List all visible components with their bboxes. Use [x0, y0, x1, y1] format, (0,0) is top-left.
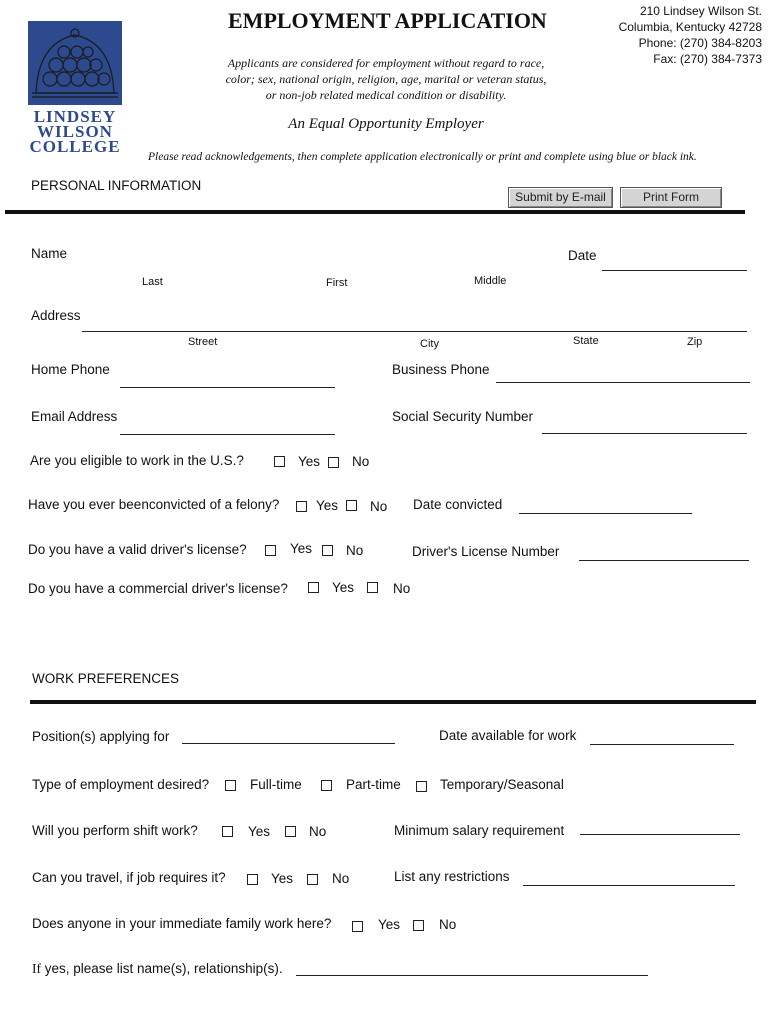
restrictions-label: List any restrictions	[394, 869, 510, 884]
ssn-label: Social Security Number	[392, 409, 534, 424]
felony-no-label: No	[370, 499, 388, 514]
family-question: Does anyone in your immediate family work here?	[32, 916, 332, 931]
part-time-checkbox[interactable]	[321, 780, 332, 791]
if-yes-text: yes, please list name(s), relationship(s).	[41, 961, 283, 976]
travel-no-label: No	[332, 871, 350, 886]
cdl-yes-label: Yes	[332, 580, 355, 595]
logo-line-2: WILSON	[37, 122, 113, 141]
disclaimer-line-3: or non-job related medical condition or disability.	[265, 88, 507, 102]
license-number-label: Driver's License Number	[412, 544, 560, 559]
travel-yes-label: Yes	[271, 871, 294, 886]
family-details-field[interactable]	[296, 975, 648, 976]
address-street: 210 Lindsey Wilson St.	[639, 4, 762, 18]
name-sub-middle: Middle	[474, 275, 507, 287]
email-field[interactable]	[120, 434, 335, 435]
temporary-checkbox[interactable]	[416, 781, 427, 792]
date-convicted-label: Date convicted	[413, 497, 503, 512]
logo-line-1: LINDSEY	[33, 107, 117, 126]
disclaimer-line-2: color; sex, national origin, religion, age, marital or veteran status,	[225, 72, 547, 86]
license-no-checkbox[interactable]	[322, 545, 333, 556]
business-phone-label: Business Phone	[392, 362, 490, 377]
full-time-checkbox[interactable]	[225, 780, 236, 791]
email-label: Email Address	[31, 409, 118, 424]
ssn-field[interactable]	[542, 433, 747, 434]
disclaimer	[200, 55, 572, 103]
date-available-field[interactable]	[590, 744, 734, 745]
name-sub-first: First	[326, 277, 348, 289]
address-sub-state: State	[573, 335, 599, 347]
felony-yes-checkbox[interactable]	[296, 501, 307, 512]
position-label: Position(s) applying for	[32, 729, 170, 744]
cdl-yes-checkbox[interactable]	[308, 582, 319, 593]
business-phone-field[interactable]	[496, 382, 750, 383]
eligible-yes-checkbox[interactable]	[274, 456, 285, 467]
eligible-no-checkbox[interactable]	[328, 457, 339, 468]
license-number-field[interactable]	[579, 560, 749, 561]
min-salary-field[interactable]	[580, 834, 740, 835]
shift-yes-label: Yes	[248, 824, 271, 839]
date-convicted-field[interactable]	[519, 513, 692, 514]
position-field[interactable]	[182, 743, 395, 744]
date-available-label: Date available for work	[439, 728, 577, 743]
felony-no-checkbox[interactable]	[346, 500, 357, 511]
if-prefix: If	[32, 961, 41, 976]
disclaimer-line-1: Applicants are considered for employment without regard to race,	[227, 56, 545, 70]
part-time-label: Part-time	[346, 777, 401, 792]
address-phone: Phone: (270) 384-8203	[638, 36, 762, 50]
eligible-yes-label: Yes	[298, 454, 321, 469]
eoe-statement: An Equal Opportunity Employer	[288, 116, 484, 132]
contact-address	[619, 3, 762, 67]
eligible-no-label: No	[352, 454, 370, 469]
license-yes-checkbox[interactable]	[265, 545, 276, 556]
cdl-no-label: No	[393, 581, 411, 596]
address-label: Address	[31, 308, 81, 323]
travel-question: Can you travel, if job requires it?	[32, 870, 226, 885]
section-title-personal: PERSONAL INFORMATION	[31, 178, 202, 193]
shift-work-question: Will you perform shift work?	[32, 823, 198, 838]
shift-yes-checkbox[interactable]	[222, 826, 233, 837]
min-salary-label: Minimum salary requirement	[394, 823, 565, 838]
license-yes-label: Yes	[290, 541, 313, 556]
shift-no-label: No	[309, 824, 327, 839]
travel-yes-checkbox[interactable]	[247, 874, 258, 885]
home-phone-field[interactable]	[120, 387, 335, 388]
submit-email-button[interactable]: Submit by E-mail	[508, 187, 613, 208]
full-time-label: Full-time	[250, 777, 302, 792]
family-no-label: No	[439, 917, 457, 932]
date-label: Date	[568, 248, 597, 263]
home-phone-label: Home Phone	[31, 362, 110, 377]
family-yes-label: Yes	[378, 917, 401, 932]
restrictions-field[interactable]	[523, 885, 735, 886]
license-question: Do you have a valid driver's license?	[28, 542, 247, 557]
family-details-label	[32, 961, 283, 977]
temporary-label: Temporary/Seasonal	[440, 777, 564, 792]
address-fax: Fax: (270) 384-7373	[653, 52, 762, 66]
cdl-no-checkbox[interactable]	[367, 582, 378, 593]
print-form-button[interactable]: Print Form	[620, 187, 722, 208]
address-sub-city: City	[420, 338, 439, 350]
date-field[interactable]	[602, 270, 747, 271]
instructions: Please read acknowledgements, then complete application electronically or print and complete using blue or black ink.	[148, 151, 697, 163]
name-field[interactable]	[72, 262, 552, 263]
address-sub-zip: Zip	[687, 336, 703, 348]
family-no-checkbox[interactable]	[413, 920, 424, 931]
employment-type-question: Type of employment desired?	[32, 777, 210, 792]
felony-yes-label: Yes	[316, 498, 339, 513]
section-divider-personal	[5, 210, 745, 214]
travel-no-checkbox[interactable]	[307, 874, 318, 885]
cdl-question: Do you have a commercial driver's license?	[28, 581, 288, 596]
license-no-label: No	[346, 543, 364, 558]
dome-icon	[28, 21, 122, 105]
page-title: EMPLOYMENT APPLICATION	[228, 8, 547, 33]
felony-question: Have you ever beenconvicted of a felony?	[28, 497, 280, 512]
address-field[interactable]	[82, 331, 747, 332]
logo-line-3: COLLEGE	[29, 137, 121, 156]
address-city: Columbia, Kentucky 42728	[618, 20, 762, 34]
family-yes-checkbox[interactable]	[352, 921, 363, 932]
address-sub-street: Street	[188, 336, 218, 348]
name-label: Name	[31, 246, 68, 261]
section-divider-work	[30, 700, 756, 704]
college-logo	[28, 21, 122, 105]
eligible-question: Are you eligible to work in the U.S.?	[30, 453, 244, 468]
shift-no-checkbox[interactable]	[285, 826, 296, 837]
section-title-work: WORK PREFERENCES	[32, 671, 180, 686]
name-sub-last: Last	[142, 276, 163, 288]
